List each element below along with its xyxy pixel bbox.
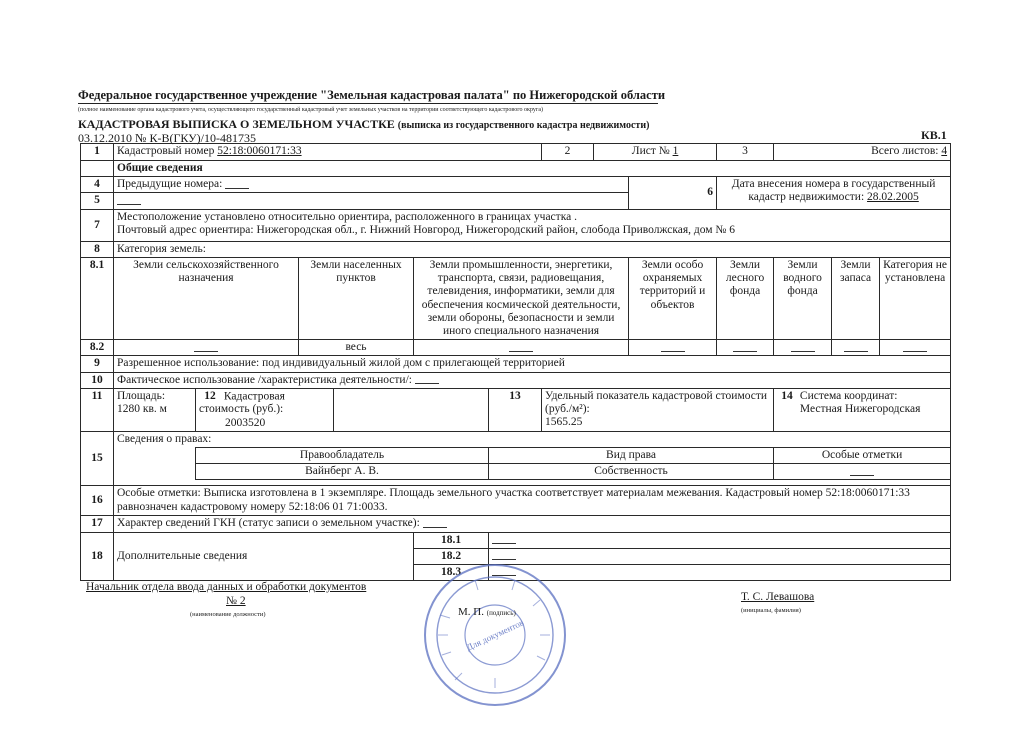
row-8-2 xyxy=(81,340,951,356)
row-17 xyxy=(81,516,951,532)
coord-system-label: Система координат: xyxy=(799,389,898,402)
rights-indent xyxy=(114,464,196,480)
total-sheets-value: 4 xyxy=(941,145,948,157)
specific-cost-label: Удельный показатель кадастровой стоимости (руб./м²): xyxy=(545,389,768,416)
row-num-10: 10 xyxy=(81,372,114,388)
row-num-5: 5 xyxy=(81,193,114,209)
dash-mark xyxy=(509,344,533,352)
signer-name: Т. С. Левашова xyxy=(741,591,815,603)
area-value: 1280 кв. м xyxy=(117,403,167,416)
sheet-number-value: 1 xyxy=(672,145,679,157)
additional-info-label: Дополнительные сведения xyxy=(114,532,414,581)
category-value-reserve xyxy=(832,340,880,356)
rights-owner-name: Вайнберг А. В. xyxy=(196,464,489,480)
dash-mark xyxy=(492,552,516,560)
row-num-18-2: 18.2 xyxy=(414,548,489,564)
row-num-8-2: 8.2 xyxy=(81,340,114,356)
row-16 xyxy=(81,486,951,516)
category-value-agricultural xyxy=(114,340,299,356)
row-num-9: 9 xyxy=(81,356,114,372)
rights-col-notes: Особые отметки xyxy=(774,447,951,463)
actual-use-cell xyxy=(114,372,951,388)
row-num-11: 11 xyxy=(81,388,114,431)
row-num-15: 15 xyxy=(81,431,114,486)
category-value-protected xyxy=(629,340,717,356)
permitted-use: Разрешенное использование: под индивидуальный жилой дом с прилегающей территорией xyxy=(114,356,951,372)
row-num-18-1: 18.1 xyxy=(414,532,489,548)
row-4 xyxy=(81,177,951,193)
land-category-water: Земли водного фонда xyxy=(774,257,832,339)
row-num-4: 4 xyxy=(81,177,114,193)
row-8 xyxy=(81,241,951,257)
category-value-settlements: весь xyxy=(299,340,414,356)
signer-position-number: № 2 xyxy=(226,595,246,607)
dash-mark xyxy=(850,468,874,476)
stamp-label: Для документов xyxy=(464,617,526,653)
actual-use-label: Фактическое использование /характеристика деятельности/: xyxy=(117,373,412,386)
rights-col-owner: Правообладатель xyxy=(196,447,489,463)
land-category-agricultural: Земли сельскохозяйственного назначения xyxy=(114,257,299,339)
rights-indent xyxy=(114,447,196,463)
row-num-18-3: 18.3 xyxy=(414,565,489,581)
postal-address: Почтовый адрес ориентира: Нижегородская обл., г. Нижний Новгород, Нижегородский район, слобода Приволжская, дом № 6 xyxy=(117,223,736,236)
row-8-1 xyxy=(81,257,951,339)
sheet-number-label: Лист № xyxy=(631,145,670,157)
row-num-18: 18 xyxy=(81,532,114,581)
rights-type-value: Собственность xyxy=(489,464,774,480)
category-value-forest xyxy=(717,340,774,356)
signer-position: Начальник отдела ввода данных и обработки документов xyxy=(86,581,367,593)
row-num-17: 17 xyxy=(81,516,114,532)
rights-label: Сведения о правах: xyxy=(114,431,951,447)
dash-mark xyxy=(423,520,447,528)
row-num-13: 13 xyxy=(489,388,542,431)
coord-system-cell xyxy=(774,388,951,431)
seal-placeholder xyxy=(458,606,516,618)
dash-mark xyxy=(844,344,868,352)
cadastral-number-value: 52:18:0060171:33 xyxy=(217,145,302,157)
row-num-7: 7 xyxy=(81,209,114,241)
registration-date-value: 28.02.2005 xyxy=(867,191,919,204)
document-date-number: 03.12.2010 № К-В(ГКУ)/10-481735 xyxy=(78,131,256,145)
total-sheets-label: Всего листов: xyxy=(871,145,939,157)
rights-data-row xyxy=(81,464,951,480)
specific-cost-cell xyxy=(542,388,774,431)
row-7 xyxy=(81,209,951,241)
cadastral-form-table xyxy=(80,143,951,581)
official-stamp xyxy=(420,560,570,710)
previous-numbers-label: Предыдущие номера: xyxy=(117,178,223,191)
additional-info-18-1 xyxy=(489,532,951,548)
rights-header-row xyxy=(81,447,951,463)
category-value-unset xyxy=(880,340,951,356)
row-11 xyxy=(81,388,951,431)
general-info-empty-num xyxy=(81,161,114,177)
row-9 xyxy=(81,356,951,372)
land-category-forest: Земли лесного фонда xyxy=(717,257,774,339)
row-10 xyxy=(81,372,951,388)
dash-mark xyxy=(903,344,927,352)
row-15-label xyxy=(81,431,951,447)
cadastral-number-label: Кадастровый номер xyxy=(117,145,215,157)
land-category-industry: Земли промышленности, энергетики, транспорта, связи, радиовещания, телевидения, информатики, земли для обеспечения космической деятельности, земли обороны, безопасности и земли иного специального назначения xyxy=(414,257,629,339)
document-title-sub: (выписка из государственного кадастра недвижимости) xyxy=(397,120,650,131)
row-num-16: 16 xyxy=(81,486,114,516)
form-code: КВ.1 xyxy=(921,128,947,142)
row-num-8: 8 xyxy=(81,241,114,257)
position-caption: (наименование должности) xyxy=(190,611,266,618)
row-num-8-1: 8.1 xyxy=(81,257,114,339)
record-status-cell xyxy=(114,516,951,532)
row-num-3: 3 xyxy=(717,144,774,161)
registration-date-cell xyxy=(717,177,951,209)
land-category-label: Категория земель: xyxy=(114,241,951,257)
general-info-row xyxy=(81,161,951,177)
mp-label: М. П. xyxy=(458,606,484,618)
row-num-6: 6 xyxy=(629,177,717,209)
area-cell xyxy=(114,388,196,431)
dash-mark xyxy=(733,344,757,352)
land-category-reserve: Земли запаса xyxy=(832,257,880,339)
document-title xyxy=(78,117,649,132)
organization-name: Федеральное государственное учреждение "Земельная кадастровая палата" по Нижегородской области xyxy=(78,88,666,102)
coord-system-value: Местная Нижегородская xyxy=(799,403,921,416)
cost-spacer xyxy=(334,388,489,431)
dash-mark xyxy=(225,181,249,189)
rights-col-type: Вид права xyxy=(489,447,774,463)
dash-mark xyxy=(415,376,439,384)
sign-caption: (подпись) xyxy=(486,609,516,617)
dash-mark xyxy=(661,344,685,352)
row-num-12: 12 xyxy=(204,389,216,402)
cadastral-cost-label: Кадастровая стоимость (руб.): xyxy=(199,390,285,416)
organization-caption: (полное наименование органа кадастрового учета, осуществляющего государственный кадастровый учет земельных участков на территории соответствующего кадастрового округа) xyxy=(78,107,543,113)
name-caption: (инициалы, фамилия) xyxy=(741,607,801,614)
row-num-2: 2 xyxy=(542,144,594,161)
cadastral-cost-value: 2003520 xyxy=(225,416,266,429)
specific-cost-value: 1565.25 xyxy=(545,416,583,429)
general-info-heading: Общие сведения xyxy=(114,161,951,177)
dash-mark xyxy=(791,344,815,352)
cadastral-number-cell xyxy=(114,144,542,161)
category-value-industry xyxy=(414,340,629,356)
cadastral-cost-cell xyxy=(196,388,334,431)
document-title-main: КАДАСТРОВАЯ ВЫПИСКА О ЗЕМЕЛЬНОМ УЧАСТКЕ xyxy=(78,117,395,131)
row-1 xyxy=(81,144,951,161)
header-underline xyxy=(78,103,658,104)
registration-date-label: Дата внесения номера в государственный кадастр недвижимости: xyxy=(731,178,936,204)
dash-mark xyxy=(117,197,141,205)
total-sheets-cell xyxy=(774,144,951,161)
row-num-14: 14 xyxy=(781,389,793,402)
row-num-1: 1 xyxy=(81,144,114,161)
rights-notes-value xyxy=(774,464,951,480)
dash-mark xyxy=(492,536,516,544)
dash-mark xyxy=(194,344,218,352)
special-notes: Особые отметки: Выписка изготовлена в 1 экземпляре. Площадь земельного участка соответствует материалам межевания. Кадастровый номер 52:18:0060171:33 равнозначен кадастровому номеру 52:18:06 01 71:0033. xyxy=(114,486,951,516)
category-value-water xyxy=(774,340,832,356)
row-18-1 xyxy=(81,532,951,548)
land-category-protected: Земли особо охраняемых территорий и объектов xyxy=(629,257,717,339)
row-5-value xyxy=(114,193,629,209)
record-status-label: Характер сведений ГКН (статус записи о земельном участке): xyxy=(117,517,420,530)
location-cell xyxy=(114,209,951,241)
location-text: Местоположение установлено относительно ориентира, расположенного в границах участка . xyxy=(117,210,577,223)
previous-numbers-cell xyxy=(114,177,629,193)
land-category-unset: Категория не установлена xyxy=(880,257,951,339)
area-label: Площадь: xyxy=(117,389,166,402)
sheet-number-cell xyxy=(594,144,717,161)
land-category-settlements: Земли населенных пунктов xyxy=(299,257,414,339)
